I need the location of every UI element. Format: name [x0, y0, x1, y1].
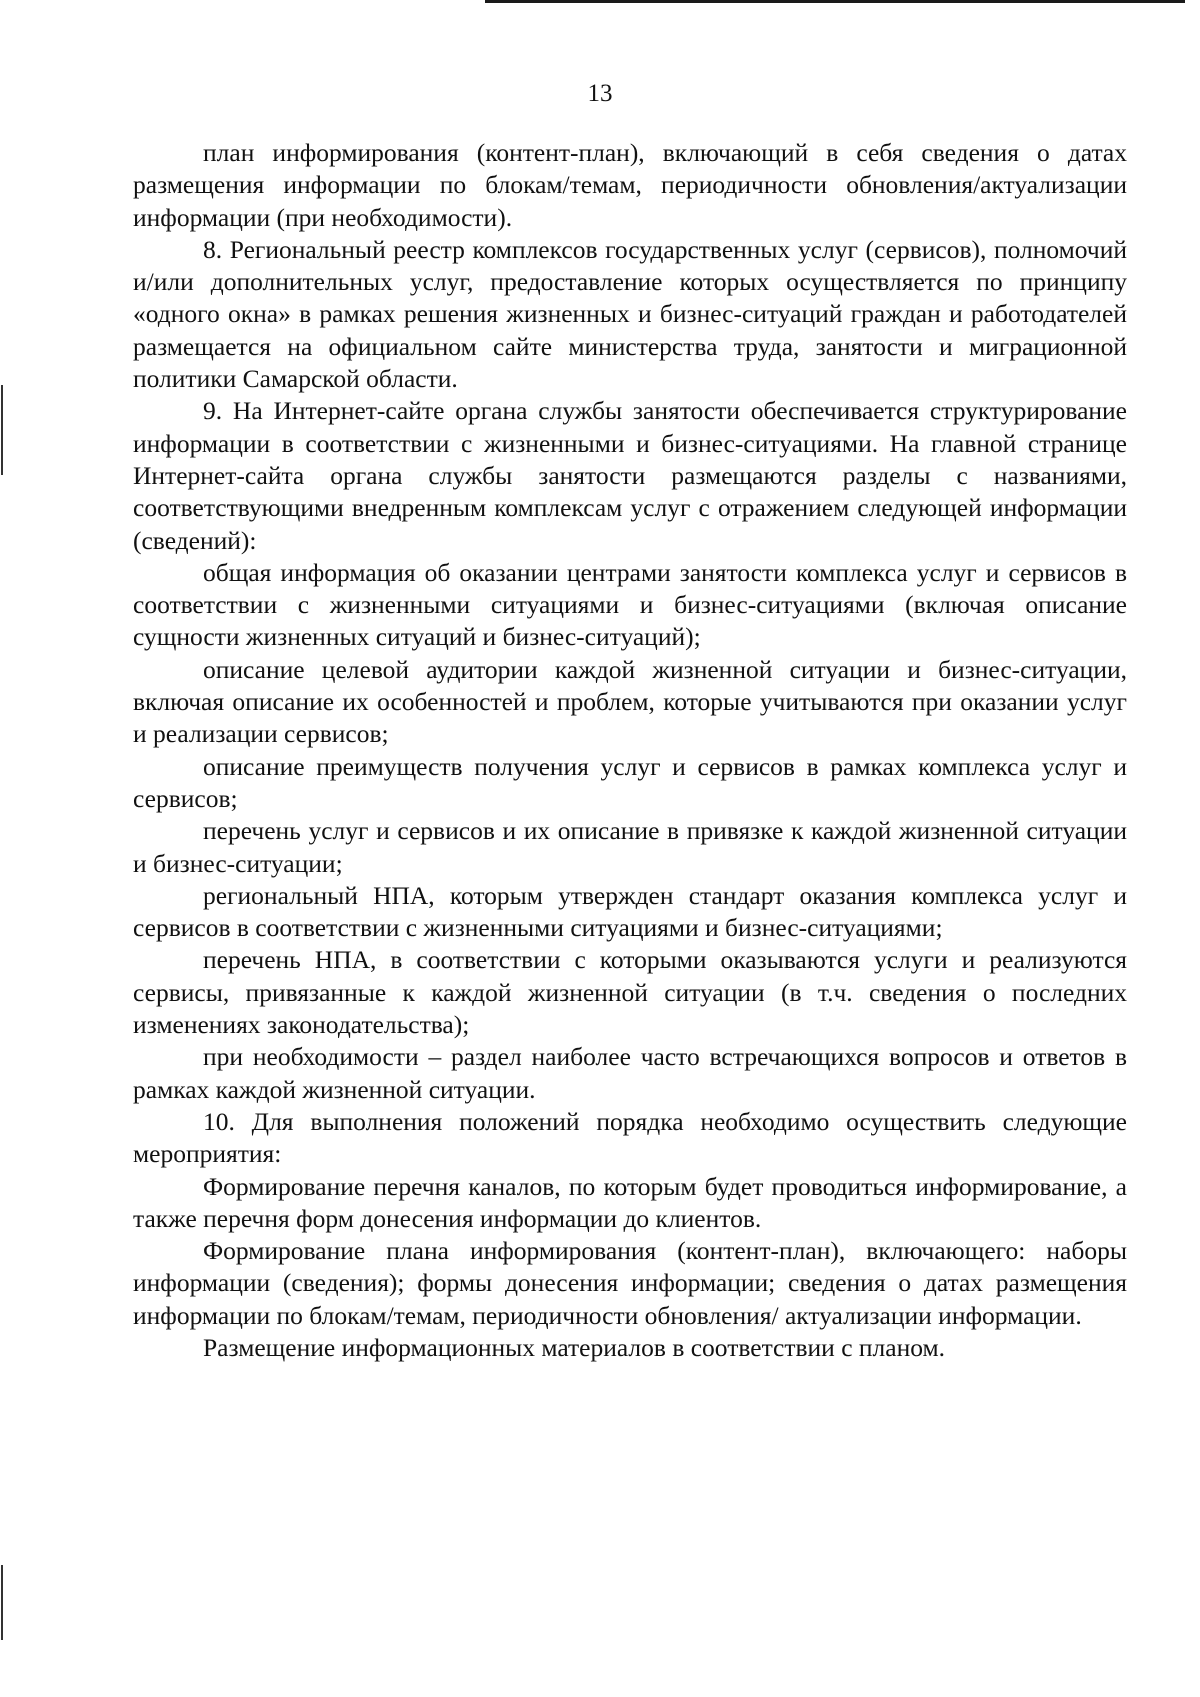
scan-top-rule	[485, 0, 1185, 3]
paragraph-npa-list: перечень НПА, в соответствии с которыми оказываются услуги и реализуются сервисы, привязанные к каждой жизненной ситуации (в т.ч. сведения о последних изменениях законодательства);	[133, 945, 1127, 1040]
paragraph-info-plan: Формирование плана информирования (контент-план), включающего: наборы информации (сведения); формы донесения информации; сведения о датах размещения информации по блокам/темам, периодичности обновления/ актуализации информации.	[133, 1236, 1127, 1330]
paragraph-placement: Размещение информационных материалов в соответствии с планом.	[203, 1332, 946, 1362]
document-body	[133, 137, 1127, 1364]
paragraph-content-plan: план информирования (контент-план), включающий в себя сведения о датах размещения информации по блокам/темам, периодичности обновления/актуализации информации (при необходимости).	[133, 138, 1127, 232]
paragraph-general-info: общая информация об оказании центрами занятости комплекса услуг и сервисов в соответствии с жизненными ситуациями и бизнес-ситуациями (включая описание сущности жизненных ситуаций и бизнес-ситуаций);	[133, 557, 1127, 652]
scan-edge-mark	[1, 385, 3, 475]
paragraph-target-audience: описание целевой аудитории каждой жизненной ситуации и бизнес-ситуации, включая описание их особенностей и проблем, которые учитываются при оказании услуг и реализации сервисов;	[133, 654, 1127, 749]
scan-edge-mark	[1, 1565, 3, 1640]
paragraph-faq: при необходимости – раздел наиболее часто встречающихся вопросов и ответов в рамках каждой жизненной ситуации.	[133, 1042, 1127, 1104]
paragraph-services-list: перечень услуг и сервисов и их описание в привязке к каждой жизненной ситуации и бизнес-ситуации;	[133, 816, 1127, 878]
page-number: 13	[587, 80, 613, 107]
paragraph-item-8: 8. Региональный реестр комплексов государственных услуг (сервисов), полномочий и/или дополнительных услуг, предоставление которых осуществляется по принципу «одного окна» в рамках решения жизненных и бизнес-ситуаций граждан и работодателей размещается на официальном сайте министерства труда, занятости и миграционной политики Самарской области.	[133, 234, 1127, 394]
paragraph-item-10: 10. Для выполнения положений порядка необходимо осуществить следующие мероприятия:	[133, 1106, 1127, 1169]
paragraph-advantages: описание преимуществ получения услуг и сервисов в рамках комплекса услуг и сервисов;	[133, 751, 1127, 813]
paragraph-regional-npa: региональный НПА, которым утвержден стандарт оказания комплекса услуг и сервисов в соответствии с жизненными ситуациями и бизнес-ситуациями;	[133, 880, 1127, 943]
paragraph-item-9: 9. На Интернет-сайте органа службы занятости обеспечивается структурирование информации в соответствии с жизненными и бизнес-ситуациями. На главной странице Интернет-сайта органа службы занятости размещаются разделы с названиями, соответствующими внедренным комплексам услуг с отражением следующей информации (сведений):	[133, 396, 1127, 555]
paragraph-channels: Формирование перечня каналов, по которым будет проводиться информирование, а также перечня форм донесения информации до клиентов.	[133, 1171, 1127, 1233]
